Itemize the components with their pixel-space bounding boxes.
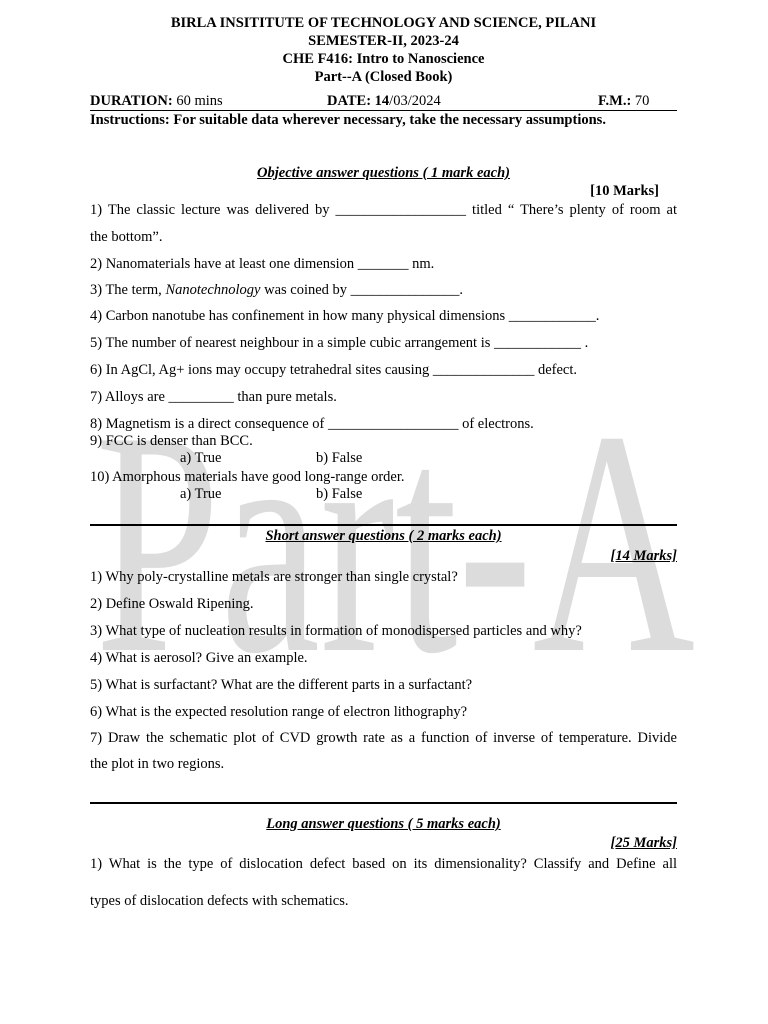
objective-q3 bbox=[90, 281, 677, 299]
short-q1: 1) Why poly-crystalline metals are stronger than single crystal? bbox=[90, 569, 458, 585]
objective-q10: 10) Amorphous materials have good long-range order. bbox=[90, 469, 405, 485]
short-q4: 4) What is aerosol? Give an example. bbox=[90, 650, 308, 666]
institute-title: BIRLA INSITITUTE OF TECHNOLOGY AND SCIENCE, PILANI bbox=[170, 15, 597, 31]
short-section-title: Short answer questions ( 2 marks each) bbox=[265, 528, 502, 544]
short-q7-line2: the plot in two regions. bbox=[90, 756, 225, 772]
exam-date bbox=[327, 93, 441, 110]
short-q6: 6) What is the expected resolution range of electron lithography? bbox=[90, 704, 467, 720]
meta-underline bbox=[90, 110, 677, 111]
short-q2: 2) Define Oswald Ripening. bbox=[90, 596, 254, 612]
objective-q4: 4) Carbon nanotube has confinement in how many physical dimensions ____________. bbox=[90, 308, 600, 324]
instructions: Instructions: For suitable data wherever necessary, take the necessary assumptions. bbox=[90, 112, 606, 128]
section-divider bbox=[90, 802, 677, 804]
part-title: Part--A (Closed Book) bbox=[314, 69, 453, 85]
date-label: DATE: 14 bbox=[327, 93, 390, 109]
q10-option-a: a) True bbox=[180, 486, 222, 502]
course-title: CHE F416: Intro to Nanoscience bbox=[282, 51, 485, 67]
long-section-title: Long answer questions ( 5 marks each) bbox=[266, 816, 501, 832]
long-q1-line2: types of dislocation defects with schematics. bbox=[90, 893, 349, 909]
q3-suffix: was coined by _______________. bbox=[260, 282, 464, 298]
q9-option-a: a) True bbox=[180, 450, 222, 466]
duration-label: DURATION: bbox=[90, 93, 173, 109]
q3-prefix: 3) The term, bbox=[90, 282, 166, 298]
full-marks bbox=[598, 93, 649, 110]
objective-q6: 6) In AgCl, Ag+ ions may occupy tetrahedral sites causing ______________ defect. bbox=[90, 362, 577, 378]
short-q7-line1: 7) Draw the schematic plot of CVD growth rate as a function of inverse of temperature. Divide bbox=[90, 730, 677, 746]
q10-option-b: b) False bbox=[316, 486, 363, 502]
objective-q1-line1: 1) The classic lecture was delivered by __________________ titled “ There’s plenty of room at bbox=[90, 202, 677, 218]
fm-value: 70 bbox=[634, 93, 650, 109]
semester-title: SEMESTER-II, 2023-24 bbox=[308, 33, 459, 49]
long-marks: [25 Marks] bbox=[610, 835, 677, 851]
objective-q7: 7) Alloys are _________ than pure metals. bbox=[90, 389, 337, 405]
q3-term: Nanotechnology bbox=[165, 282, 261, 298]
q9-option-b: b) False bbox=[316, 450, 363, 466]
short-marks: [14 Marks] bbox=[610, 548, 677, 564]
duration-value: 60 mins bbox=[176, 93, 223, 109]
objective-q1-line2: the bottom”. bbox=[90, 229, 163, 245]
short-q3: 3) What type of nucleation results in formation of monodispersed particles and why? bbox=[90, 623, 582, 639]
objective-marks: [10 Marks] bbox=[590, 183, 659, 199]
objective-section-title: Objective answer questions ( 1 mark each) bbox=[257, 165, 510, 181]
section-divider bbox=[90, 524, 677, 526]
objective-q8: 8) Magnetism is a direct consequence of __________________ of electrons. bbox=[90, 416, 534, 432]
date-value: /03/2024 bbox=[389, 93, 441, 109]
objective-q5: 5) The number of nearest neighbour in a simple cubic arrangement is ____________ . bbox=[90, 335, 589, 351]
objective-q9: 9) FCC is denser than BCC. bbox=[90, 433, 253, 449]
objective-q2: 2) Nanomaterials have at least one dimension _______ nm. bbox=[90, 256, 435, 272]
short-q5: 5) What is surfactant? What are the different parts in a surfactant? bbox=[90, 677, 473, 693]
fm-label: F.M.: bbox=[598, 93, 632, 109]
svg-text:Part-A: Part-A bbox=[95, 366, 695, 680]
duration bbox=[90, 93, 223, 110]
long-q1-line1: 1) What is the type of dislocation defect based on its dimensionality? Classify and Define all bbox=[90, 856, 677, 872]
